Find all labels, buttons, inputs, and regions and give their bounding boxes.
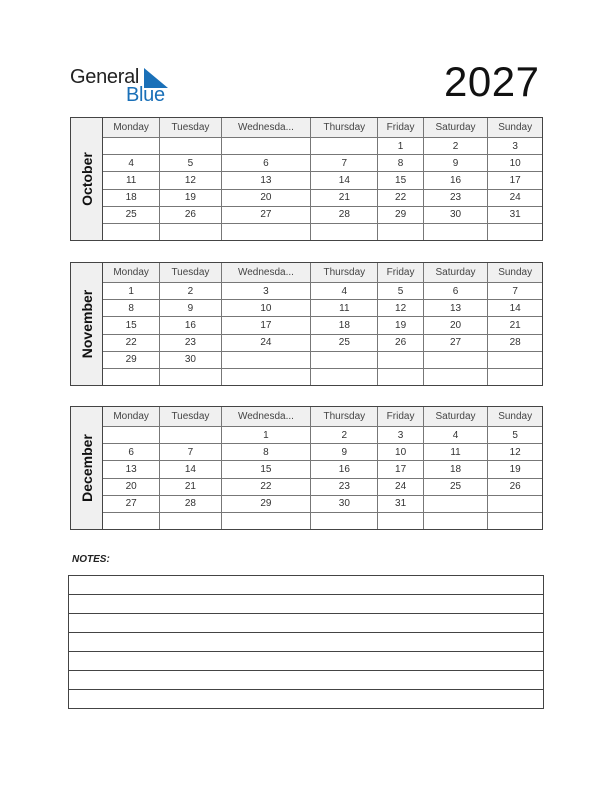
day-cell: 9 [160,300,221,317]
day-cell: 28 [311,206,378,223]
weekday-header-row [103,118,542,138]
month-grid [103,263,542,385]
day-cell [311,351,378,368]
day-cell: 23 [311,478,378,495]
weekday-header: Tuesday [160,263,221,283]
week-row [103,461,542,478]
day-cell: 8 [378,155,423,172]
week-row [103,172,542,189]
weekday-header: Thursday [311,263,378,283]
day-cell [160,512,221,529]
day-cell: 26 [160,206,221,223]
day-cell: 3 [221,283,311,300]
week-row [103,138,542,155]
day-cell: 11 [311,300,378,317]
month-block-october [70,117,543,241]
day-cell: 29 [103,351,160,368]
day-cell: 24 [488,189,542,206]
month-label-panel [71,407,103,529]
day-cell [160,138,221,155]
weekday-header: Wednesda... [221,407,311,427]
day-cell: 4 [311,283,378,300]
day-cell: 7 [311,155,378,172]
notes-line-cell[interactable] [69,690,544,709]
day-cell [378,351,423,368]
day-cell: 2 [160,283,221,300]
day-cell: 10 [488,155,542,172]
day-cell: 31 [378,495,423,512]
day-cell: 9 [311,444,378,461]
notes-line [69,690,544,709]
year-title: 2027 [444,58,540,105]
day-cell [103,427,160,444]
day-cell: 5 [378,283,423,300]
weekday-header: Monday [103,118,160,138]
day-cell [423,495,488,512]
day-cell: 28 [160,495,221,512]
day-cell: 8 [103,300,160,317]
day-cell [423,351,488,368]
day-cell [488,512,542,529]
weekday-header: Tuesday [160,118,221,138]
day-cell [160,223,221,240]
day-cell: 19 [488,461,542,478]
day-cell: 16 [423,172,488,189]
weekday-header: Sunday [488,407,542,427]
day-cell [311,223,378,240]
weekday-header: Sunday [488,118,542,138]
day-cell: 5 [488,427,542,444]
day-cell: 10 [378,444,423,461]
day-cell: 10 [221,300,311,317]
day-cell: 31 [488,206,542,223]
notes-line [69,595,544,614]
day-cell: 17 [221,317,311,334]
week-row [103,368,542,385]
day-cell [423,223,488,240]
week-row [103,512,542,529]
week-row [103,351,542,368]
day-cell: 14 [160,461,221,478]
week-row [103,155,542,172]
weekday-header: Thursday [311,407,378,427]
day-cell: 2 [311,427,378,444]
day-cell: 7 [160,444,221,461]
day-cell: 16 [160,317,221,334]
day-cell: 15 [103,317,160,334]
day-cell: 25 [423,478,488,495]
day-cell: 15 [378,172,423,189]
day-cell: 23 [423,189,488,206]
day-cell: 20 [103,478,160,495]
week-row [103,189,542,206]
month-name: December [78,434,95,502]
weekday-header: Wednesda... [221,263,311,283]
month-grid [103,118,542,240]
day-cell: 21 [311,189,378,206]
day-cell: 3 [488,138,542,155]
logo-general-text: General [70,66,140,88]
day-cell: 22 [221,478,311,495]
month-block-december [70,406,543,530]
day-cell: 17 [488,172,542,189]
day-cell: 7 [488,283,542,300]
day-cell: 27 [423,334,488,351]
notes-line-cell[interactable] [69,652,544,671]
day-cell [488,495,542,512]
day-cell: 25 [311,334,378,351]
week-row [103,478,542,495]
day-cell: 9 [423,155,488,172]
day-cell: 6 [423,283,488,300]
day-cell: 28 [488,334,542,351]
day-cell: 12 [488,444,542,461]
day-cell [423,368,488,385]
weekday-header: Saturday [423,263,488,283]
day-cell [488,351,542,368]
month-block-november [70,262,543,386]
day-cell [103,512,160,529]
day-cell [311,138,378,155]
day-cell: 17 [378,461,423,478]
week-row [103,206,542,223]
day-cell: 6 [221,155,311,172]
weekday-header: Monday [103,263,160,283]
weekday-header-row [103,263,542,283]
month-name: November [78,289,95,359]
day-cell: 21 [488,317,542,334]
day-cell: 1 [378,138,423,155]
week-row [103,283,542,300]
day-cell: 5 [160,155,221,172]
weekday-header: Monday [103,407,160,427]
day-cell [378,223,423,240]
notes-line-cell[interactable] [69,576,544,595]
month-grid [103,407,542,529]
day-cell: 14 [311,172,378,189]
day-cell [103,368,160,385]
weekday-header: Friday [378,407,423,427]
day-cell: 20 [221,189,311,206]
day-cell: 23 [160,334,221,351]
notes-line [69,652,544,671]
day-cell [488,223,542,240]
notes-line-cell[interactable] [69,614,544,633]
month-name: October [78,152,95,206]
day-cell: 20 [423,317,488,334]
week-row [103,300,542,317]
day-cell: 2 [423,138,488,155]
day-cell: 26 [488,478,542,495]
day-cell: 22 [378,189,423,206]
day-cell: 18 [423,461,488,478]
day-cell: 29 [378,206,423,223]
day-cell [221,368,311,385]
weekday-header: Friday [378,118,423,138]
notes-line-cell[interactable] [69,595,544,614]
day-cell [221,138,311,155]
day-cell [378,512,423,529]
week-row [103,495,542,512]
day-cell: 12 [160,172,221,189]
day-cell: 11 [423,444,488,461]
weekday-header: Tuesday [160,407,221,427]
day-cell: 19 [160,189,221,206]
week-row [103,444,542,461]
notes-line [69,671,544,690]
notes-table [68,575,544,709]
day-cell [103,138,160,155]
notes-line-cell[interactable] [69,633,544,652]
day-cell [311,512,378,529]
week-row [103,427,542,444]
day-cell: 18 [103,189,160,206]
day-cell: 21 [160,478,221,495]
day-cell [378,368,423,385]
day-cell: 1 [221,427,311,444]
day-cell: 4 [423,427,488,444]
weekday-header: Saturday [423,118,488,138]
day-cell: 14 [488,300,542,317]
notes-line [69,633,544,652]
notes-line [69,614,544,633]
logo-blue-text: Blue [126,84,165,106]
day-cell: 12 [378,300,423,317]
day-cell [423,512,488,529]
day-cell: 15 [221,461,311,478]
day-cell [311,368,378,385]
day-cell: 13 [423,300,488,317]
day-cell: 27 [103,495,160,512]
day-cell: 6 [103,444,160,461]
weekday-header: Friday [378,263,423,283]
weekday-header: Thursday [311,118,378,138]
day-cell: 8 [221,444,311,461]
day-cell: 26 [378,334,423,351]
notes-label: NOTES: [72,554,110,565]
day-cell [488,368,542,385]
day-cell: 13 [103,461,160,478]
day-cell: 18 [311,317,378,334]
week-row [103,317,542,334]
day-cell: 30 [423,206,488,223]
day-cell [103,223,160,240]
weekday-header-row [103,407,542,427]
day-cell [221,223,311,240]
weekday-header: Sunday [488,263,542,283]
month-label-panel [71,118,103,240]
day-cell: 24 [378,478,423,495]
logo [70,66,180,106]
month-label-panel [71,263,103,385]
weekday-header: Saturday [423,407,488,427]
day-cell [221,512,311,529]
notes-line-cell[interactable] [69,671,544,690]
weekday-header: Wednesda... [221,118,311,138]
day-cell: 30 [160,351,221,368]
day-cell: 3 [378,427,423,444]
day-cell: 16 [311,461,378,478]
week-row [103,334,542,351]
day-cell: 27 [221,206,311,223]
day-cell [160,368,221,385]
day-cell: 29 [221,495,311,512]
day-cell: 30 [311,495,378,512]
day-cell [160,427,221,444]
day-cell: 4 [103,155,160,172]
day-cell: 25 [103,206,160,223]
week-row [103,223,542,240]
day-cell [221,351,311,368]
day-cell: 24 [221,334,311,351]
notes-line [69,576,544,595]
day-cell: 1 [103,283,160,300]
day-cell: 19 [378,317,423,334]
day-cell: 22 [103,334,160,351]
day-cell: 13 [221,172,311,189]
day-cell: 11 [103,172,160,189]
